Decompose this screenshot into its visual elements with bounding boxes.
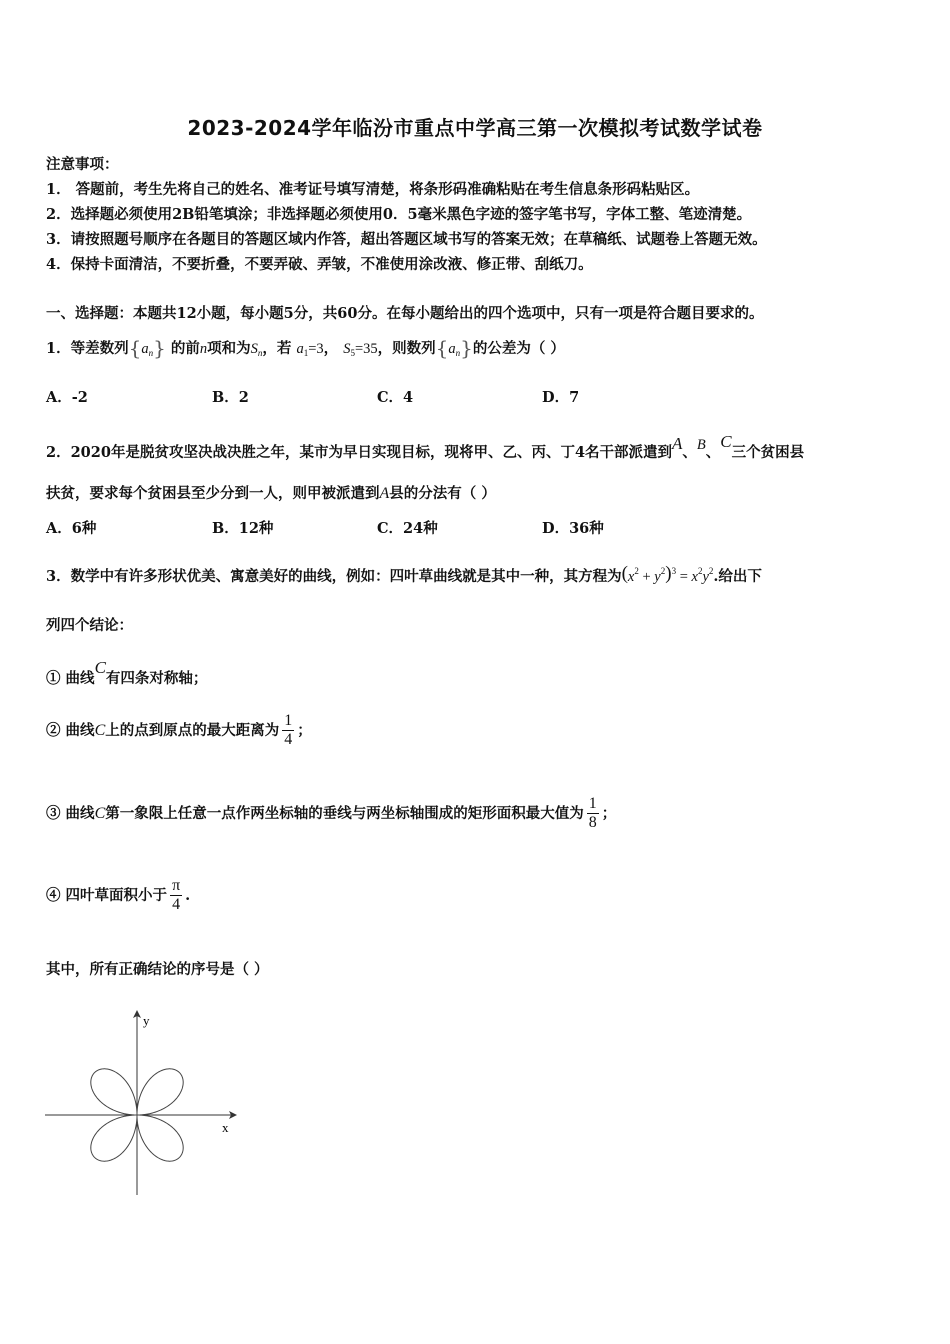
frac-den: 4: [284, 731, 293, 749]
conclusion-text: 第一象限上任意一点作两坐标轴的垂线与两坐标轴围成的矩形面积最大值为: [105, 804, 584, 822]
math-C: C: [94, 658, 106, 677]
math-S5: S: [343, 341, 351, 357]
notice-heading: 注意事项：: [46, 156, 119, 173]
q2-text: 三个贫困县: [731, 444, 805, 461]
math-exp-2: 2: [660, 566, 666, 576]
math-A: A: [672, 434, 683, 453]
math-C: C: [94, 804, 106, 822]
fraction-one-eighth: [587, 795, 599, 833]
brace-close-icon: }: [460, 336, 473, 360]
math-S: S: [250, 341, 258, 357]
question-3-line-2: 列四个结论：: [46, 617, 133, 634]
math-A: A: [379, 485, 390, 502]
q1-text: ，若: [262, 340, 292, 357]
q1-text: ，则数列: [377, 340, 436, 357]
math-sub-1: 1: [303, 348, 309, 358]
math-a: a: [141, 341, 149, 357]
conclusion-2: [46, 712, 312, 750]
q3-text: 3．数学中有许多形状优美、寓意美好的曲线，例如：四叶草曲线就是其中一种，其方程为: [46, 568, 622, 585]
math-x: x: [627, 569, 635, 585]
q1-text: ，: [323, 340, 339, 357]
q2-sep: 、: [682, 444, 697, 461]
math-s5-value: =35: [354, 341, 378, 357]
conclusion-text: ④ 四叶草面积小于: [46, 886, 168, 904]
math-sub-5: 5: [350, 348, 355, 358]
notice-item-4: 4．保持卡面清洁，不要折叠，不要弄破、弄皱，不准使用涂改液、修正带、刮纸刀。: [46, 256, 593, 273]
math-C: C: [720, 432, 732, 451]
four-leaf-clover-graph: [40, 1005, 245, 1200]
notice-item-3: 3．请按照题号顺序在各题目的答题区域内作答，超出答题区域书写的答案无效；在草稿纸、试题卷上答题无效。: [46, 231, 767, 248]
math-y: y: [654, 569, 661, 585]
q2-text: 扶贫，要求每个贫困县至少分到一人，则甲被派遣到: [46, 485, 380, 502]
conclusion-text: 上的点到原点的最大距离为: [105, 721, 280, 739]
q3-text: .给出下: [713, 568, 762, 585]
q2-text: 县的分法有（ ）: [389, 485, 496, 502]
conclusion-3: [46, 795, 616, 833]
q2-text: 2．2020年是脱贫攻坚决战决胜之年，某市为早日实现目标，现将甲、乙、丙、丁4名干部派遣到: [46, 444, 673, 461]
question-3-tail: 其中，所有正确结论的序号是（ ）: [46, 961, 269, 978]
fraction-one-quarter: [282, 712, 294, 750]
q2-option-c: C．24种: [377, 520, 438, 537]
question-1: [46, 336, 565, 360]
y-axis-label: y: [143, 1013, 150, 1028]
frac-den: 8: [588, 814, 597, 832]
q2-option-b: B．12种: [212, 520, 274, 537]
q1-text: 项和为: [207, 340, 251, 357]
math-a1: a: [296, 341, 304, 357]
conclusion-text: ③ 曲线: [46, 804, 95, 822]
notice-item-1: 1． 答题前，考生先将自己的姓名、准考证号填写清楚，将条形码准确粘贴在考生信息条形码粘贴区。: [46, 181, 700, 198]
brace-close-icon: }: [153, 336, 166, 360]
q1-option-a: A．-2: [46, 389, 88, 406]
question-2-line-1: [46, 432, 804, 462]
math-a1-value: =3: [308, 341, 324, 357]
conclusion-text: .: [185, 886, 191, 904]
section-heading: 一、选择题：本题共12小题，每小题5分，共60分。在每小题给出的四个选项中，只有一项是符合题目要求的。: [46, 305, 764, 322]
question-3-line-1: [46, 563, 762, 586]
q1-text: 的前: [170, 340, 200, 357]
conclusion-text: ；: [601, 804, 617, 822]
math-equals: =: [676, 569, 692, 585]
math-C: C: [94, 721, 106, 739]
conclusion-4: [46, 877, 190, 915]
conclusion-text: 有四条对称轴；: [105, 670, 208, 687]
q2-option-a: A．6种: [46, 520, 97, 537]
brace-open-icon: {: [435, 336, 449, 360]
q2-sep: 、: [705, 444, 721, 461]
math-exp-2: 2: [708, 566, 714, 576]
math-sub-n: n: [455, 348, 461, 358]
x-axis-label: x: [222, 1120, 229, 1135]
math-y: y: [702, 569, 709, 585]
frac-num: 1: [284, 712, 293, 729]
notice-item-2: 2．选择题必须使用2B铅笔填涂；非选择题必须使用0．5毫米黑色字迹的签字笔书写，字体工整、笔迹清楚。: [46, 206, 752, 223]
brace-open-icon: {: [128, 336, 142, 360]
q1-text: 1．等差数列: [46, 340, 129, 357]
fraction-pi-quarter: [170, 877, 182, 915]
math-plus: +: [638, 569, 655, 585]
math-sub-n: n: [257, 348, 263, 358]
math-n: n: [199, 341, 208, 357]
conclusion-text: ；: [297, 721, 312, 739]
math-exp-3: 3: [671, 566, 677, 576]
math-B: B: [696, 437, 706, 453]
q1-option-d: D．7: [542, 389, 580, 406]
math-x: x: [691, 569, 698, 585]
math-lparen: (: [621, 563, 628, 584]
q1-option-c: C．4: [377, 389, 414, 406]
math-sub-n: n: [148, 348, 154, 358]
q1-option-b: B．2: [212, 389, 249, 406]
conclusion-text: ① 曲线: [46, 670, 95, 687]
math-a: a: [448, 341, 456, 357]
frac-num: 1: [588, 795, 597, 812]
math-exp-2: 2: [697, 566, 703, 576]
q1-text: 的公差为（ ）: [472, 340, 565, 357]
question-2-line-2: [46, 482, 496, 503]
frac-num: π: [172, 877, 181, 894]
math-rparen: ): [665, 563, 672, 584]
conclusion-text: ② 曲线: [46, 721, 95, 739]
frac-den: 4: [170, 895, 182, 914]
page-title: 2023-2024学年临汾市重点中学高三第一次模拟考试数学试卷: [187, 116, 763, 140]
conclusion-1: [46, 658, 207, 688]
q2-option-d: D．36种: [542, 520, 604, 537]
math-exp-2: 2: [634, 566, 639, 576]
